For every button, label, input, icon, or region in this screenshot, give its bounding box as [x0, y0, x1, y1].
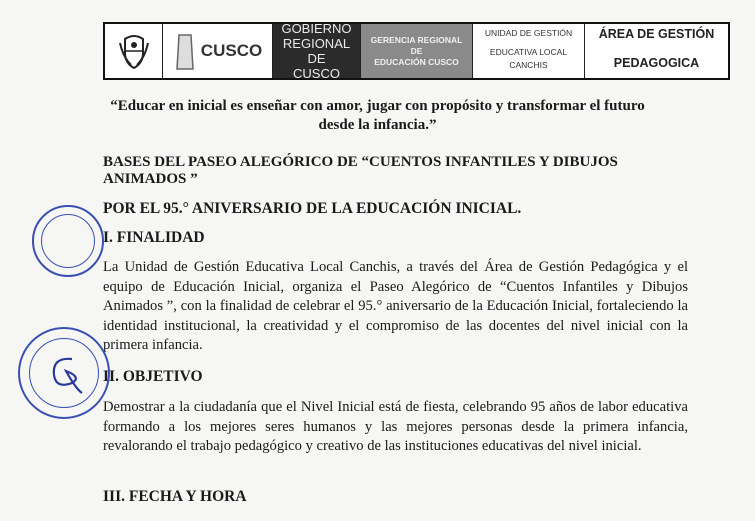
- section-objetivo-heading: II. OBJETIVO: [103, 368, 203, 385]
- gobierno-line-1: GOBIERNO: [281, 21, 352, 36]
- quote-line-2: desde la infancia.”: [318, 117, 437, 133]
- ugel-line-3: CANCHIS: [509, 60, 548, 70]
- gerencia-line-3: EDUCACIÓN CUSCO: [374, 56, 459, 67]
- ugel-seal-stamp: [18, 327, 110, 419]
- section-fecha-heading: III. FECHA Y HORA: [103, 488, 247, 505]
- school-seal-stamp: [32, 205, 104, 277]
- signature-icon: [42, 349, 88, 397]
- gobierno-line-3: CUSCO: [293, 66, 340, 81]
- gobierno-line-2: REGIONAL DE: [282, 36, 351, 66]
- area-line-2: PEDAGOGICA: [613, 56, 700, 70]
- section-objetivo-text: Demostrar a la ciudadanía que el Nivel Inicial está de fiesta, celebrando 95 años de labor educativa formando a los mejores seres humanos y las mejores personas desde la primera infancia, revalorando el trabajo pedagógico y creativo de las instituciones educativas del nivel inicial.: [103, 399, 688, 455]
- ugel-line-1: UNIDAD DE GESTIÓN: [484, 28, 573, 38]
- cusco-emblem-icon: [173, 31, 197, 71]
- document-title: BASES DEL PASEO ALEGÓRICO DE “CUENTOS INFANTILES Y DIBUJOS ANIMADOS ”: [103, 154, 618, 187]
- area-line-1: ÁREA DE GESTIÓN: [598, 27, 715, 41]
- ugel-cell: [473, 24, 585, 78]
- cusco-region-logo: [163, 24, 273, 78]
- gerencia-line-2: DE: [410, 45, 423, 56]
- national-shield-logo: [105, 24, 163, 78]
- gobierno-regional-cell: [273, 21, 361, 81]
- gerencia-line-1: GERENCIA REGIONAL: [370, 34, 463, 45]
- section-finalidad-heading: I. FINALIDAD: [103, 229, 205, 246]
- gerencia-regional-cell: [361, 24, 473, 78]
- cusco-logo-text: CUSCO: [200, 41, 263, 60]
- anniversary-subtitle: POR EL 95.° ANIVERSARIO DE LA EDUCACIÓN INICIAL.: [103, 200, 522, 217]
- letterhead: [103, 22, 730, 80]
- area-gestion-cell: [585, 24, 728, 78]
- quote-line-1: “Educar en inicial es enseñar con amor, jugar con propósito y transformar el futuro: [110, 98, 645, 114]
- ugel-line-2: EDUCATIVA LOCAL: [489, 47, 568, 57]
- motto-quote: [0, 97, 755, 135]
- section-finalidad-text: La Unidad de Gestión Educativa Local Canchis, a través del Área de Gestión Pedagógica y el equipo de Educación Inicial, organiza el Paseo Alegórico de “Cuentos Infantiles y Dibujos Animados ”, con la finalidad de celebrar el 95.° aniversario de la Educación Inicial, fortaleciendo la identidad institucional, la creatividad y el compromiso de las docentes del nivel inicial con la primera infancia.: [103, 259, 688, 354]
